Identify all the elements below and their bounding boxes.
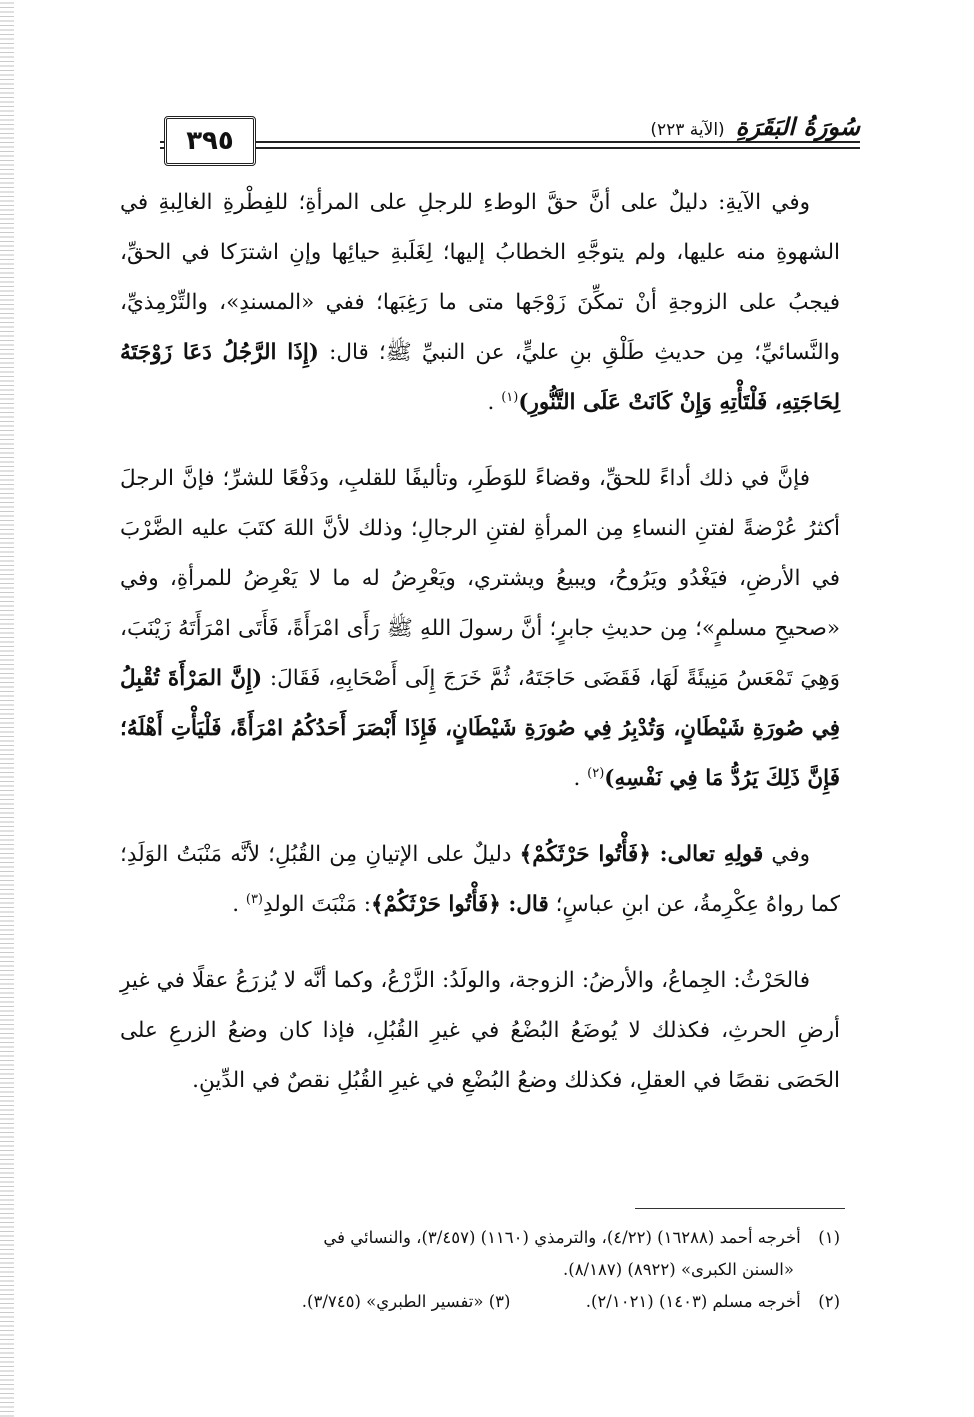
hadith-quote: (إِنَّ المَرْأَةَ تُقْبِلُ فِي صُورَةِ شَيْطَانٍ، وَتُدْبِرُ فِي صُورَةِ شَيْطَانٍ، فَإِذَا أَبْصَرَ أَحَدُكُمُ امْرَأَةً، فَلْيَأْتِ أَهْلَهُ؛ فَإِنَّ ذَلِكَ يَرُدُّ مَا فِي نَفْسِهِ) bbox=[120, 666, 840, 791]
page-header bbox=[160, 106, 860, 166]
footnote-ref: (٣) bbox=[245, 891, 263, 907]
footnote-number: (٣) bbox=[488, 1292, 511, 1311]
hadith-quote: (إِذَا الرَّجُلُ دَعَا زَوْجَتَهُ لِحَاجَتِهِ، فَلْتَأْتِهِ وَإِنْ كَانَتْ عَلَى التَّنُّورِ) bbox=[120, 340, 840, 415]
paragraph-text: فإنَّ في ذلك أداءً للحقِّ، وقضاءً للوَطَرِ، وتأليفًا للقلبِ، ودَفْعًا للشرِّ؛ فإنَّ الرجلَ أكثرُ عُرْضةً لفتنِ النساءِ مِن المرأةِ لفتنِ الرجالِ؛ وذلك لأنَّ اللهَ كتَبَ عليه الضَّرْبَ في الأرضِ، فيَغْدُو ويَرُوحُ، ويبيعُ ويشتري، ويَعْرِضُ له ما لا يَعْرِضُ للمرأةِ، وفي «صحيحِ مسلمٍ»؛ مِن حديثِ جابرٍ؛ أنَّ رسولَ اللهِ ﷺ رَأَى امْرَأَةً، فَأَتَى امْرَأَتَهُ زَيْنَبَ، وَهِيَ تَمْعَسُ مَنِيئَةً لَهَا، فَقَضَى حَاجَتَهُ، ثُمَّ خَرَجَ إِلَى أَصْحَابِهِ، فَقَالَ: bbox=[120, 466, 840, 691]
paragraph-text: دليلٌ على الإتيانِ مِن القُبُلِ؛ لأنَّه مَنْبَتُ الوَلَدِ؛ كما رواهُ عِكْرِمةُ، عن ابنِ عباسٍ؛ bbox=[120, 842, 840, 917]
page-number: ٣٩٥ bbox=[164, 116, 256, 166]
footnote-ref: (١) bbox=[501, 389, 519, 405]
scan-edge bbox=[0, 0, 14, 1417]
quran-quote: قولِهِ تعالى: ﴿فَأْتُوا حَرْثَكُمْ﴾ bbox=[519, 842, 764, 867]
footnote-2 bbox=[120, 1286, 840, 1318]
paragraph-end: . bbox=[487, 390, 502, 415]
header-rule-top bbox=[160, 141, 860, 143]
footnote-ref: (٢) bbox=[587, 765, 605, 781]
header-rule-bottom bbox=[160, 147, 860, 149]
footnote-number: (١) bbox=[818, 1228, 840, 1247]
quran-quote: قال: ﴿فَأْتُوا حَرْثَكُمْ﴾ bbox=[370, 892, 549, 917]
ayah-reference: (الآية ٢٢٣) bbox=[650, 120, 725, 140]
paragraph-text: وفي الآيةِ: دليلٌ على أنَّ حقَّ الوطءِ للرجلِ على المرأةِ؛ للفِطْرةِ الغالِبةِ في الشهوةِ منه عليها، ولم يتوجَّهِ الخطابُ إليها؛ لِغَلَبةِ حيائِها وإنِ اشترَكا في الحقِّ، فيجبُ على الزوجةِ أنْ تمكِّنَ زَوْجَها متى ما رَغِبَها؛ ففي «المسندِ»، والتِّرْمِذيِّ، والنَّسائيِّ؛ مِن حديثِ طَلْقِ بنِ عليٍّ، عن النبيِّ ﷺ؛ قال: bbox=[120, 190, 840, 365]
paragraph-text: وفي bbox=[763, 842, 810, 867]
footnote-text: أخرجه أحمد (١٦٢٨٨) (٤/٢٢)، والترمذي (١١٦٠) (٣/٤٥٧)، والنسائي في bbox=[323, 1228, 801, 1247]
paragraph-4 bbox=[120, 956, 840, 1106]
footnote-text: أخرجه مسلم (١٤٠٣) (٢/١٠٢١). bbox=[585, 1292, 801, 1311]
paragraph-end: . bbox=[573, 766, 588, 791]
paragraph-text: : مَنْبَتَ الولدِ bbox=[263, 892, 371, 917]
paragraph-3 bbox=[120, 830, 840, 930]
footnotes bbox=[120, 1222, 840, 1318]
footnote-text: «تفسير الطبري» (٣/٧٤٥). bbox=[301, 1292, 484, 1311]
paragraph-1 bbox=[120, 178, 840, 428]
footnote-1-continued: «السنن الكبرى» (٨٩٢٢) (٨/١٨٧). bbox=[563, 1260, 794, 1279]
paragraph-end: . bbox=[232, 892, 246, 917]
surah-name: سُورَةُ البَقَرَةِ bbox=[735, 112, 860, 141]
footnote-1 bbox=[120, 1222, 840, 1254]
running-title bbox=[640, 112, 860, 141]
paragraph-text: فالحَرْثُ: الجِماعُ، والأرضُ: الزوجة، والولَدُ: الزَّرْعُ، وكما أنَّه لا يُزرَعُ عقلًا في غيرِ أرضِ الحرثِ، فكذلك لا يُوضَعُ البُضْعُ في غيرِ القُبُلِ، فإذا كان وضعُ الزرعِ على الحَصَى نقصًا في العقلِ، فكذلك وضعُ البُضْعِ في غيرِ القُبُلِ نقصٌ في الدِّينِ. bbox=[120, 968, 840, 1093]
footnote-separator bbox=[635, 1208, 845, 1209]
main-text bbox=[120, 178, 840, 1132]
footnote-number: (٢) bbox=[818, 1292, 840, 1311]
paragraph-2 bbox=[120, 454, 840, 804]
